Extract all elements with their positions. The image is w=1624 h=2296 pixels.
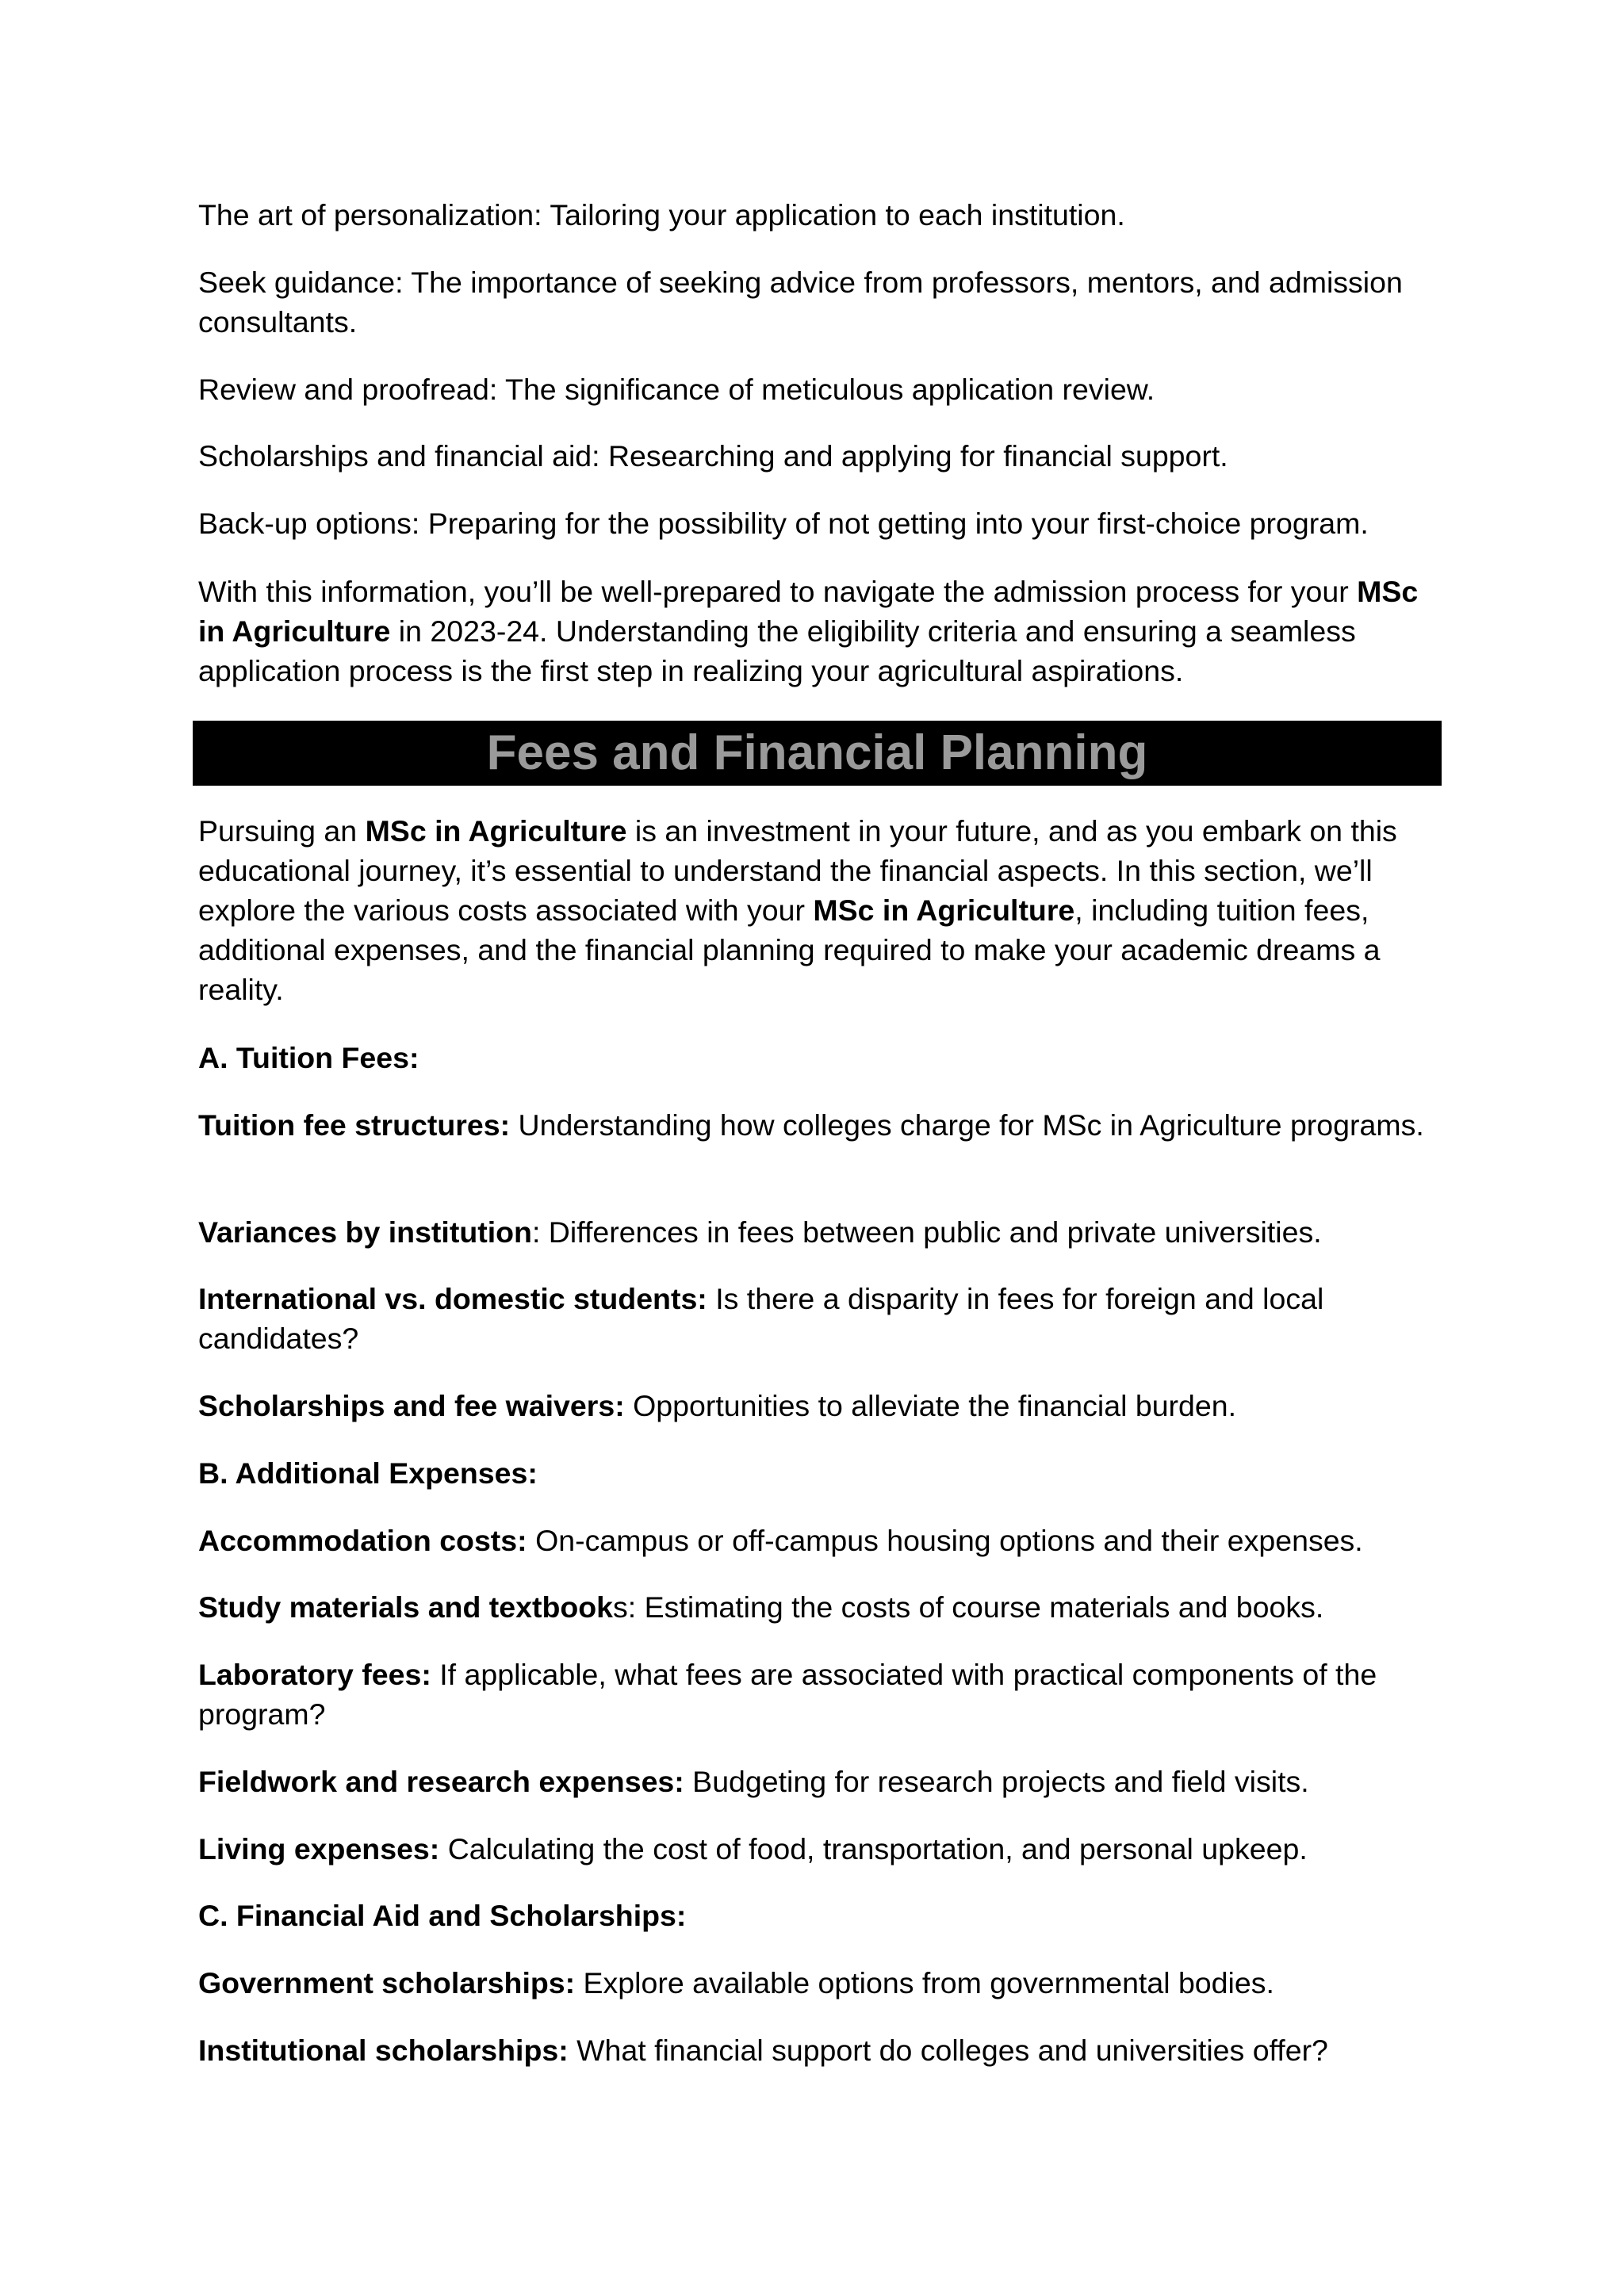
list-item: Review and proofread: The significance of meticulous application review. [198, 373, 1155, 406]
closing-text-1: With this information, you’ll be well-prepared to navigate the admission process for your [198, 575, 1358, 608]
list-item: Scholarships and financial aid: Researching and applying for financial support. [198, 439, 1228, 473]
item-label: Institutional scholarships: [198, 2034, 569, 2067]
intro-text-3: , including tuition fees, additional expenses, and the financial planning required to make your academic dreams a reality. [198, 894, 1381, 1006]
list-item [198, 1212, 1439, 1252]
list-item [198, 1279, 1439, 1358]
list-item [198, 1521, 1439, 1560]
intro-paragraph [198, 811, 1439, 1009]
intro-text-1: Pursuing an [198, 814, 366, 848]
list-item [198, 1105, 1439, 1145]
list-item [198, 2030, 1439, 2070]
item-label: Variances by institution [198, 1215, 532, 1249]
list-item: Back-up options: Preparing for the possibility of not getting into your first-choice program. [198, 507, 1369, 540]
list-item [198, 1587, 1439, 1627]
item-label: Government scholarships: [198, 1966, 576, 1999]
subheading-additional: B. Additional Expenses: [198, 1456, 538, 1490]
closing-text-2: in 2023-24. Understanding the eligibility criteria and ensuring a seamless application process is the first step in realizing your agricultural aspirations. [198, 614, 1356, 687]
list-item: The art of personalization: Tailoring your application to each institution. [198, 198, 1125, 232]
list-item [198, 1762, 1439, 1801]
closing-paragraph [198, 572, 1439, 691]
item-label: Scholarships and fee waivers: [198, 1389, 625, 1422]
item-text: : Differences in fees between public and private universities. [531, 1215, 1322, 1249]
intro-bold-2: MSc in Agriculture [813, 894, 1075, 927]
item-label: Laboratory fees: [198, 1658, 431, 1691]
item-text: Opportunities to alleviate the financial burden. [624, 1389, 1237, 1422]
intro-text-2: is an investment in your future, and as you embark on this educational journey, it’s essential to understand the financial aspects. In this section, we’ll explore the various costs associated with your [198, 814, 1397, 927]
item-label: Living expenses: [198, 1832, 440, 1866]
section-heading: Fees and Financial Planning [486, 725, 1148, 780]
item-text: What financial support do colleges and universities offer? [568, 2034, 1328, 2067]
item-text: On-campus or off-campus housing options and their expenses. [527, 1524, 1363, 1557]
item-label: Fieldwork and research expenses: [198, 1765, 684, 1798]
item-text: Understanding how colleges charge for MSc in Agriculture programs. [510, 1108, 1424, 1142]
subheading-tuition: A. Tuition Fees: [198, 1041, 419, 1074]
list-item [198, 1829, 1439, 1869]
item-label: International vs. domestic students: [198, 1282, 707, 1315]
item-text: If applicable, what fees are associated with practical components of the program? [198, 1658, 1377, 1731]
list-item: Seek guidance: The importance of seeking advice from professors, mentors, and admission consultants. [198, 266, 1403, 339]
item-text: Explore available options from governmental bodies. [575, 1966, 1274, 1999]
item-label: Tuition fee structures: [198, 1108, 511, 1142]
item-text: Is there a disparity in fees for foreign and local candidates? [198, 1282, 1324, 1355]
closing-bold: MSc in Agriculture [198, 575, 1419, 648]
item-text: Budgeting for research projects and field visits. [684, 1765, 1309, 1798]
list-item [198, 1655, 1439, 1734]
item-label: Accommodation costs: [198, 1524, 527, 1557]
intro-bold-1: MSc in Agriculture [365, 814, 627, 848]
list-item [198, 1386, 1439, 1425]
item-text: Calculating the cost of food, transportation, and personal upkeep. [439, 1832, 1308, 1866]
list-item [198, 1963, 1439, 2003]
section-banner [193, 721, 1442, 786]
item-label: Study materials and textbook [198, 1590, 614, 1624]
subheading-aid: C. Financial Aid and Scholarships: [198, 1899, 687, 1932]
item-text: s: Estimating the costs of course materials and books. [613, 1590, 1324, 1624]
